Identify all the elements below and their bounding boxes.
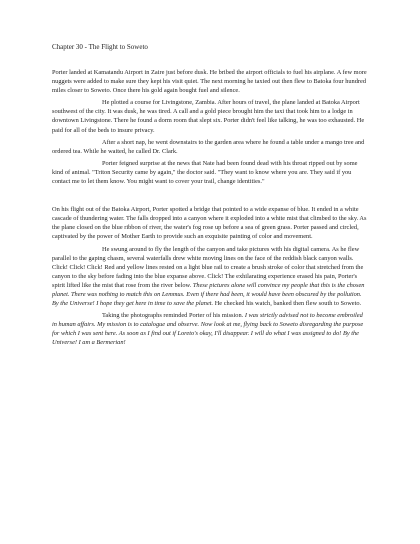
chapter-title: Chapter 30 - The Flight to Soweto	[52, 43, 148, 51]
paragraph-text: Taking the photographs reminded Porter of his mission.	[102, 312, 244, 320]
paragraph: He plotted a course for Livingstone, Zambia. After hours of travel, the plane landed at Batoka Airport southwest of the city. It was dusk, he was tired. A call and a gold piece brought him the taxi that took him to a lodge in downtown Livingstone. There he found a dorm room that slept six. Porter didn't feel like talking, he was too exhausted. He paid for all of the beds to insure privacy.	[52, 99, 365, 134]
paragraph-text: He swung around to fly the length of the canyon and take pictures with his digital camera. As he flew parallel to the gaping chasm, several waterfalls drew white moving lines on the face of the reddish black canyon walls. Click! Click! Click! Red and yellow lines rested on a light blue rail to create a brush stroke of color that stretched from the canyon to the sky before fading into the blue expanse above. Click! The exhilarating experience erased his pain, Porter's spirit lifted like the mist that rose from the river below.	[52, 245, 364, 289]
paragraph	[52, 311, 368, 347]
paragraph-text-continued: He checked his watch, banked then flew south to Soweto.	[214, 300, 362, 308]
paragraph-italic-thought: I was strictly advised not to become embroiled in human affairs. My mission is to catalogue and observe. Now look at me, flying back to Soweto disregarding the purpose for which I was sent here. As soon as I find out if Loreto's okay, I'll disappear. I will do what I was assigned to do! By the Universe! I am a Bermerian!	[52, 312, 364, 347]
paragraph-italic-thought: These pictures alone will convince my people that this is the chosen planet. There was nothing to match this on Lemmus. Even if there had been, it would have been obscured by the pollution. By the Universe! I hope they get here in time to save the planet.	[52, 281, 365, 308]
section-break	[52, 189, 368, 205]
paragraph	[52, 245, 368, 309]
paragraph: Porter feigned surprise at the news that Nate had been found dead with his throat ripped out by some kind of animal. "Triton Security came by again," the doctor said. "They want to know where you are. They said if you contact me to let them know. You might want to cover your trail, change identities."	[52, 159, 358, 186]
paragraph: After a short nap, he went downstairs to the garden area where he found a table under a mango tree and ordered tea. While he waited, he called Dr. Clark.	[52, 138, 365, 155]
paragraph: On his flight out of the Batoka Airport, Porter spotted a bridge that pointed to a wide expanse of blue. It ended in a white cascade of thundering water. The falls dropped into a canyon where it exploded into a white mist that climbed to the sky. As the plane closed on the blue ribbon of river, the water's fog rose up before a sea of green grass. Porter passed and circled, captivated by the power of Mother Earth to provide such an exquisite painting of color and movement.	[52, 206, 367, 241]
paragraph: Porter landed at Kamatandu Airport in Zaire just before dusk. He bribed the airport officials to fuel his airplane. A few more nuggets were added to make sure they kept his visit quiet. The next morning he taxied out then flew to Batoka four hundred miles closer to Soweto. Once there his gold again bought fuel and silence.	[52, 69, 367, 95]
